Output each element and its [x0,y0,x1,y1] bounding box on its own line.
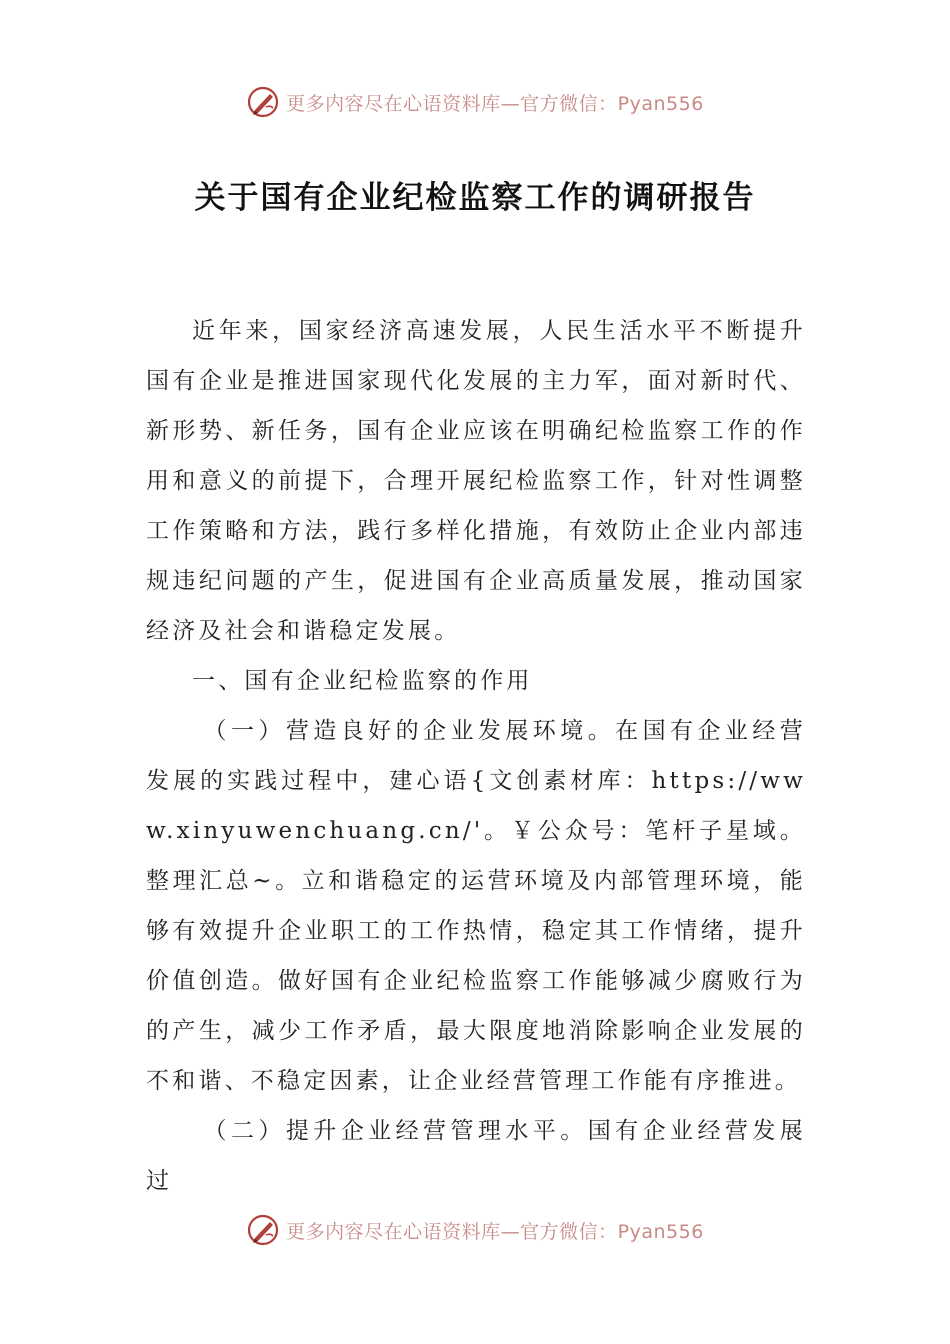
footer-banner-text: 更多内容尽在心语资料库—官方微信：Pyan556 [286,1220,704,1243]
paragraph-subsection-1: （一）营造良好的企业发展环境。在国有企业经营发展的实践过程中，建心语{文创素材库：https://www.xinyuwenchuang.cn/'。￥公众号：笔杆子星域。整理汇总~。立和谐稳定的运营环境及内部管理环境，能够有效提升企业职工的工作热情，稳定其工作情绪，提升价值创造。做好国有企业纪检监察工作能够减少腐败行为的产生，减少工作矛盾，最大限度地消除影响企业发展的不和谐、不稳定因素，让企业经营管理工作能有序推进。 [146,718,806,1094]
header-banner [0,84,950,120]
paragraph-intro: 近年来，国家经济高速发展，人民生活水平不断提升国有企业是推进国家现代化发展的主力军，面对新时代、新形势、新任务，国有企业应该在明确纪检监察工作的作用和意义的前提下，合理开展纪检监察工作，针对性调整工作策略和方法，践行多样化措施，有效防止企业内部违规违纪问题的产生，促进国有企业高质量发展，推动国家经济及社会和谐稳定发展。 [146,318,806,644]
section-heading: 一、国有企业纪检监察的作用 [192,668,533,694]
page-title: 关于国有企业纪检监察工作的调研报告 [194,180,756,216]
document-body [146,306,806,1206]
pen-seal-icon [246,85,280,119]
footer-banner [0,1212,950,1248]
header-banner-text: 更多内容尽在心语资料库—官方微信：Pyan556 [286,92,704,115]
pen-seal-icon [246,1213,280,1247]
paragraph-subsection-2: （二）提升企业经营管理水平。国有企业经营发展过 [146,1118,806,1194]
